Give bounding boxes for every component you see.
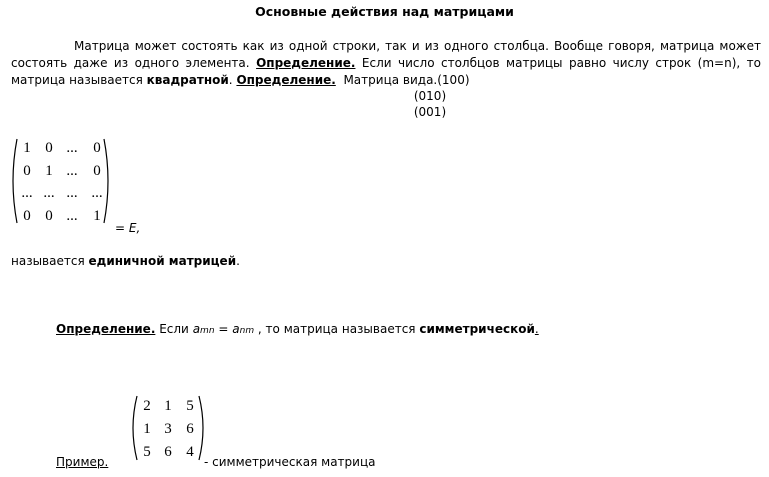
subscript-mn: mn: [200, 326, 215, 336]
cell: ...: [66, 163, 78, 179]
identity-matrix: [8, 135, 118, 227]
period: .: [228, 73, 233, 87]
a-mn: a: [192, 322, 201, 336]
cell: 0: [45, 140, 53, 156]
definition-label-2: Определение.: [236, 73, 336, 87]
term-square: квадратной: [146, 73, 229, 87]
cell: 0: [45, 208, 53, 224]
example-matrix: [128, 393, 208, 463]
subscript-nm: nm: [239, 326, 255, 336]
matrix-row-3-text: (001): [413, 105, 447, 119]
symmetric-end: .: [534, 322, 539, 336]
cell: 1: [143, 421, 151, 437]
cell: 6: [186, 421, 194, 437]
definition-label-1: Определение.: [256, 56, 356, 70]
cell: ...: [66, 140, 78, 156]
cell: 1: [23, 140, 31, 156]
cell: ...: [66, 185, 78, 201]
cell: ...: [91, 185, 103, 201]
cell: 3: [164, 421, 172, 437]
cell: ...: [21, 185, 33, 201]
left-bracket: [133, 396, 137, 460]
identity-equals-e: = E,: [115, 221, 141, 235]
example-label: Пример.: [56, 455, 109, 469]
cell: ...: [43, 185, 55, 201]
symmetric-text: , то матрица называется: [257, 322, 416, 336]
cell: 2: [143, 398, 151, 414]
cell: 6: [164, 444, 172, 460]
cell: 0: [23, 208, 31, 224]
identity-sentence: [11, 254, 240, 268]
definition-label-3: Определение.: [56, 322, 156, 336]
cell: 5: [186, 398, 194, 414]
identity-suffix: .: [236, 254, 240, 268]
right-bracket: [104, 139, 108, 223]
cell: 0: [93, 163, 101, 179]
cell: 0: [93, 140, 101, 156]
example-caption: - симметрическая матрица: [204, 455, 376, 469]
cell: ...: [66, 208, 78, 224]
cell: 1: [45, 163, 53, 179]
page-title: Основные действия над матрицами: [255, 4, 514, 19]
term-symmetric: симметрической: [419, 322, 535, 336]
identity-prefix: называется: [11, 254, 85, 268]
equals-sign: =: [218, 322, 229, 336]
cell: 1: [93, 208, 101, 224]
if-word: Если: [159, 322, 189, 336]
left-bracket: [13, 139, 17, 223]
matrix-row-2-text: (010): [413, 89, 447, 103]
cell: 5: [143, 444, 151, 460]
matrix-row-1-text: Матрица вида.(100): [343, 73, 470, 87]
a-nm: a: [232, 322, 240, 336]
cell: 1: [164, 398, 172, 414]
intro-paragraph: [11, 38, 761, 89]
cell: 0: [23, 163, 31, 179]
term-identity: единичной матрицей: [88, 254, 237, 268]
square-definition-text: Если число столбцов матрицы равно числу строк (m=n), то матрица называется: [11, 56, 761, 87]
symmetric-definition: [56, 322, 539, 336]
right-bracket: [199, 396, 203, 460]
cell: 4: [186, 444, 194, 460]
intro-text: Матрица может состоять как из одной строки, так и из одного столбца. Вообще говоря, матрица может состоять даже из одного элемента.: [11, 39, 761, 70]
